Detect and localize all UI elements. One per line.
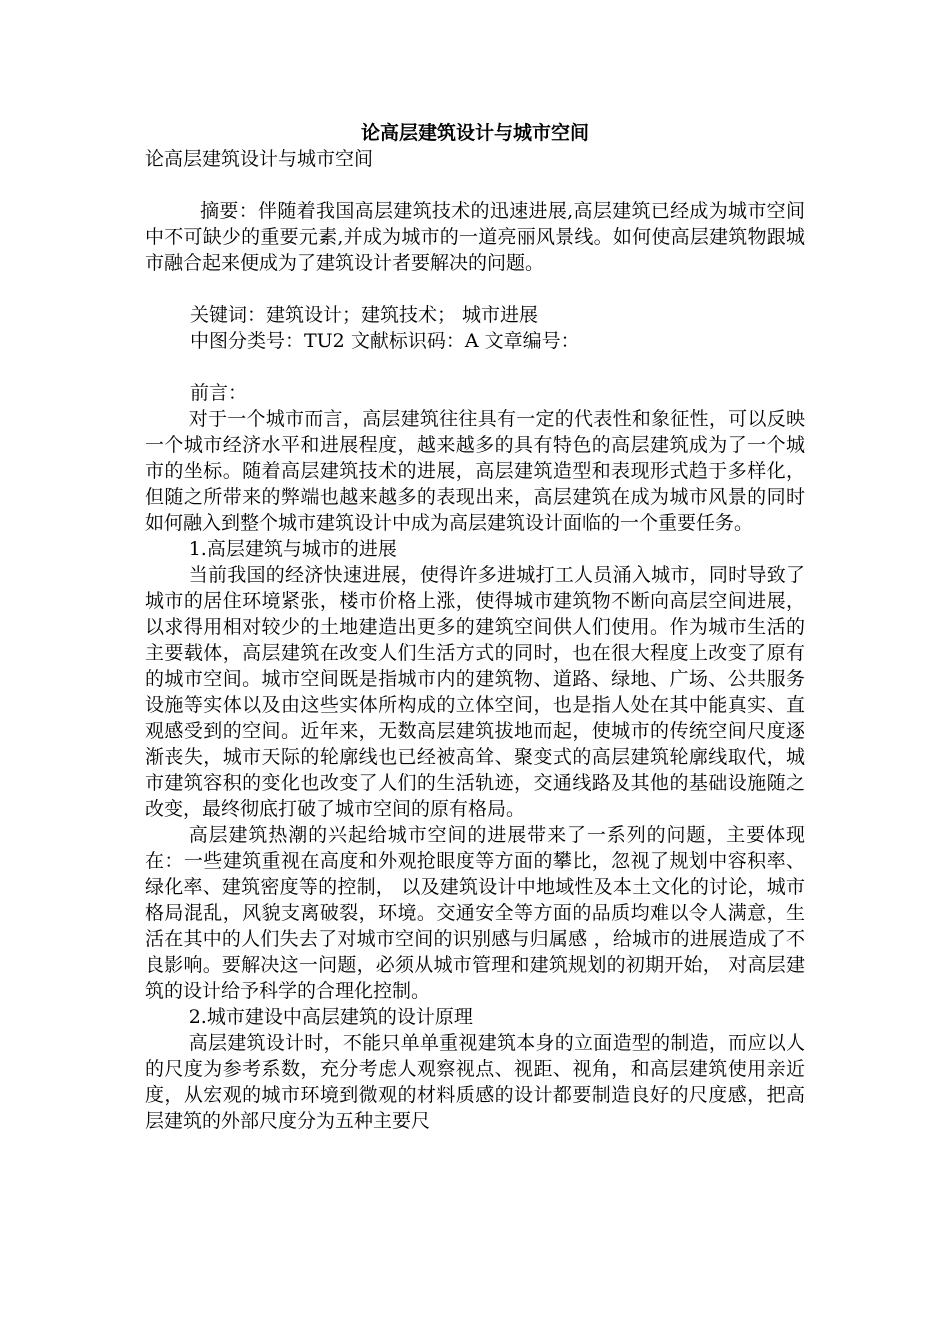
preface-heading: 前言： [190,382,248,404]
keywords-line: 关键词：建筑设计；建筑技术； 城市进展 [190,304,539,326]
abstract-paragraph: 摘要：伴随着我国高层建筑技术的迅速进展,高层建筑已经成为城市空间中不可缺少的重要元素,并成为城市的一道亮丽风景线。如何使高层建筑物跟城市融合起来便成为了建筑设计者要解决的问题。 [145,200,805,274]
section-1-heading: 1.高层建筑与城市的进展 [188,538,397,560]
document-subtitle: 论高层建筑设计与城市空间 [145,148,374,170]
section-1-paragraph-2: 高层建筑热潮的兴起给城市空间的进展带来了一系列的问题，主要体现在：一些建筑重视在高度和外观抢眼度等方面的攀比，忽视了规划中容积率、绿化率、建筑密度等的控制， 以及建筑设计中地域性及本土文化的讨论，城市格局混乱，风貌支离破裂，环境。交通安全等方面的品质均难以令人满意，生活在其中的人们失去了对城市空间的识别感与归属感 ，给城市的进展造成了不良影响。要解决这一问题，必须从城市管理和建筑规划的初期开始， 对高层建筑的设计给予科学的合理化控制。 [145,824,805,1002]
spacer [145,354,805,380]
spacer [145,276,805,302]
preface-paragraph: 对于一个城市而言，高层建筑往往具有一定的代表性和象征性，可以反映一个城市经济水平和进展程度，越来越多的具有特色的高层建筑成为了一个城市的坐标。随着高层建筑技术的进展，高层建筑造型和表现形式趋于多样化，但随之所带来的弊端也越来越多的表现出来，高层建筑在成为城市风景的同时如何融入到整个城市建筑设计中成为高层建筑设计面临的一个重要任务。 [145,408,805,534]
section-1-paragraph-1: 当前我国的经济快速进展，使得许多进城打工人员涌入城市，同时导致了城市的居住环境紧张，楼市价格上涨，使得城市建筑物不断向高层空间进展，以求得用相对较少的土地建造出更多的建筑空间供人们使用。作为城市生活的主要载体，高层建筑在改变人们生活方式的同时，也在很大程度上改变了原有的城市空间。城市空间既是指城市内的建筑物、道路、绿地、广场、公共服务设施等实体以及由这些实体所构成的立体空间，也是指人处在其中能真实、直观感受到的空间。近年来，无数高层建筑拔地而起，使城市的传统空间尺度逐渐丧失，城市天际的轮廓线也已经被高耸、聚变式的高层建筑轮廓线取代，城市建筑容积的变化也改变了人们的生活轨迹，交通线路及其他的基础设施随之改变，最终彻底打破了城市空间的原有格局。 [145,564,805,820]
classification-line: 中图分类号：TU2 文献标识码：A 文章编号： [190,330,580,352]
section-2-paragraph-1: 高层建筑设计时，不能只单单重视建筑本身的立面造型的制造，而应以人的尺度为参考系数，充分考虑人观察视点、视距、视角，和高层建筑使用亲近度，从宏观的城市环境到微观的材料质感的设计都要制造良好的尺度感，把高层建筑的外部尺度分为五种主要尺 [145,1032,805,1132]
document-title: 论高层建筑设计与城市空间 [360,122,589,144]
document-body [145,120,805,1134]
section-2-heading: 2.城市建设中高层建筑的设计原理 [188,1006,473,1028]
